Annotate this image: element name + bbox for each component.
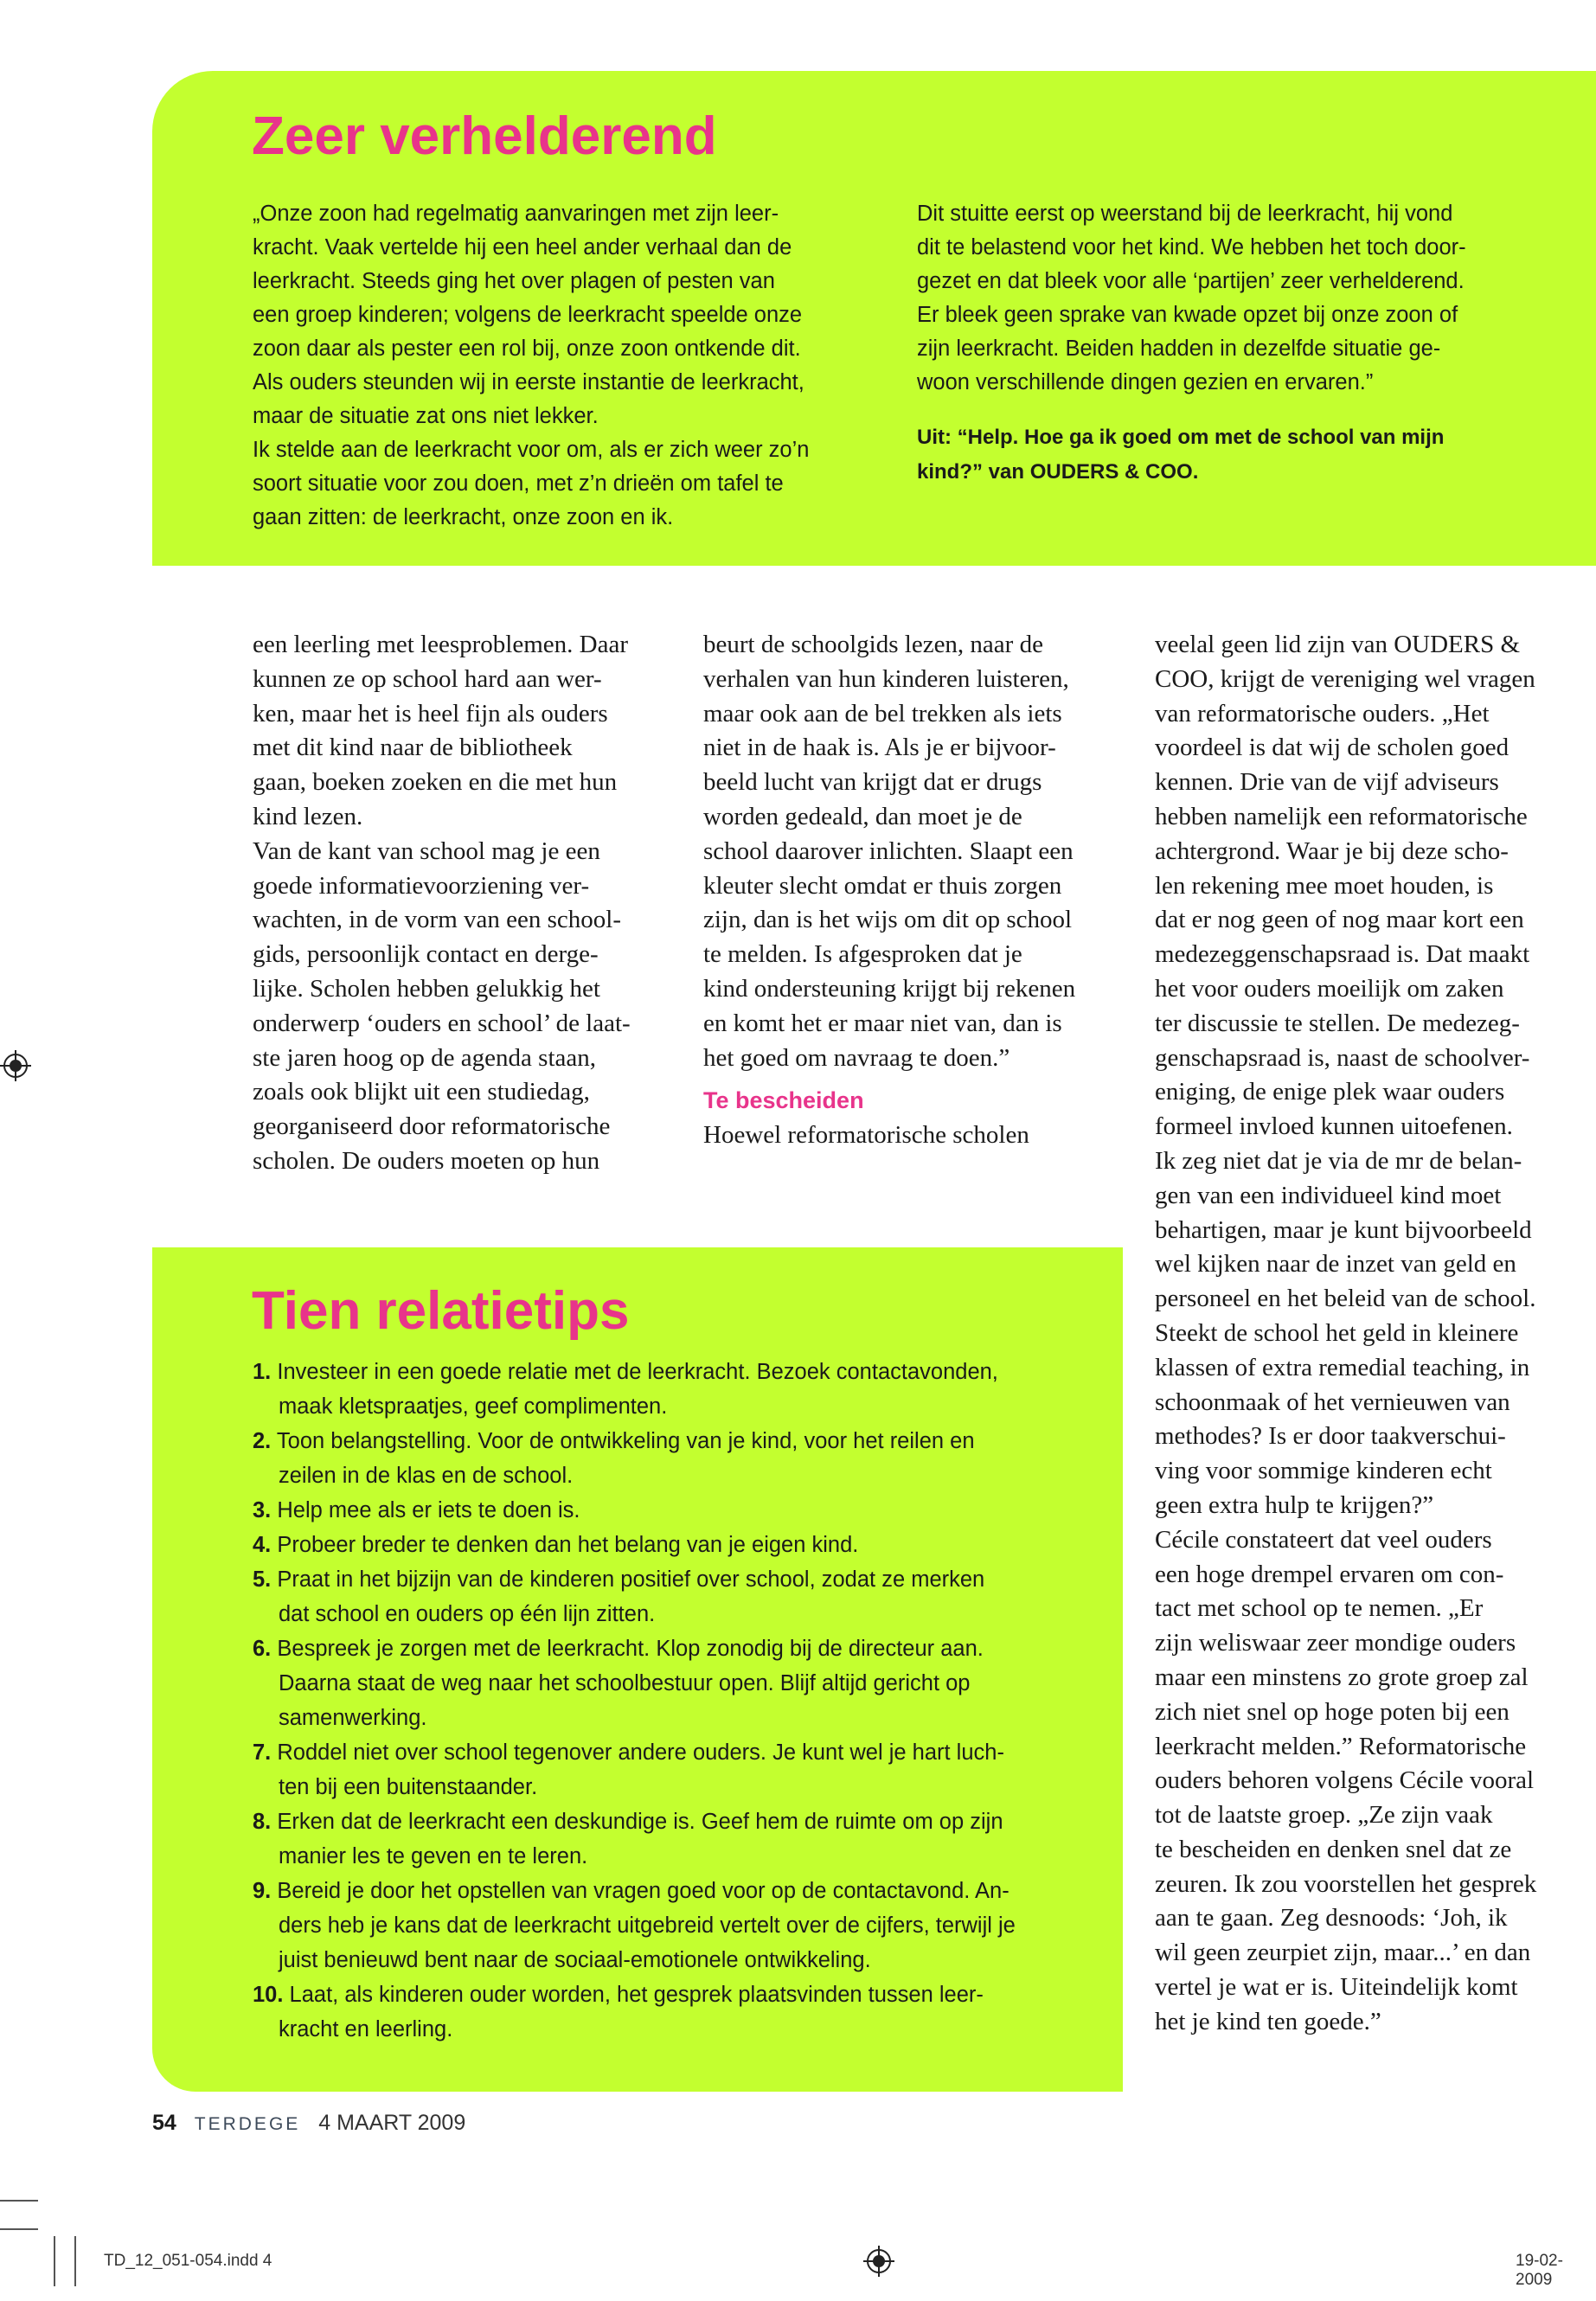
quote-box: [152, 71, 1596, 566]
quote-box-left-column: [253, 197, 875, 535]
section-subheading: Te bescheiden: [703, 1087, 864, 1114]
article-paragraph: beurt de schoolgids lezen, naar de verhalen van hun kinderen luisteren, maar ook aan de bel trekken als iets niet in de haak is. Als je er bijvoor- beeld lucht van krijgt dat er drugs worden gedeald, dan moet je de school daarover inlichten. Slaapt een kleuter slecht omdat er thuis zorgen zijn, dan is het wijs om dit op school te melden. Is afgesproken dat je kind ondersteuning krijgt bij rekenen en komt het er maar niet van, dan is het goed om navraag te doen.”: [703, 631, 1076, 1072]
quote-box-right-column: [917, 197, 1557, 490]
tip-item: 8. Erken dat de leerkracht een deskundige is. Geef hem de ruimte om op zijn manier les te geven en te leren.: [253, 1810, 1003, 1868]
tip-item: 6. Bespreek je zorgen met de leerkracht. Klop zonodig bij de directeur aan. Daarna staat de weg naar het schoolbestuur open. Blijf altijd gericht op samenwerking.: [253, 1637, 984, 1730]
slug-date: 19-02-2009: [1516, 2252, 1563, 2289]
page-number: 54: [152, 2111, 176, 2135]
crop-mark: [54, 2236, 55, 2286]
tip-item: 1. Investeer in een goede relatie met de leerkracht. Bezoek contactavonden, maak kletspraatjes, geef complimenten.: [253, 1360, 998, 1419]
tips-list: [253, 1355, 1118, 2047]
quote-box-heading: Zeer verhelderend: [252, 106, 717, 166]
quote-text-paragraph: Dit stuitte eerst op weerstand bij de leerkracht, hij vond dit te belastend voor het kind. We hebben het toch door- gezet en dat bleek voor alle ‘partijen’ zeer verhelderend. Er bleek geen sprake van kwade opzet bij onze zoon of zijn leerkracht. Beiden hadden in dezelfde situatie ge- woon verschillende dingen gezien en ervaren.”: [917, 202, 1466, 394]
article-paragraph: een leerling met leesproblemen. Daar kunnen ze op school hard aan wer- ken, maar het is heel fijn als ouders met dit kind naar de bibliotheek gaan, boeken zoeken en die met hun kind lezen. Van de kant van school mag je een goede informatievoorziening ver- wachten, in de vorm van een school- gids, persoonlijk contact en derge- lijke. Scholen hebben gelukkig het onderwerp ‘ouders en school’ de laat- ste jaren hoog op de agenda staan, zoals ook blijkt uit een studiedag, georganiseerd door reformatorische scholen. De ouders moeten op hun: [253, 631, 631, 1175]
tip-item: 2. Toon belangstelling. Voor de ontwikkeling van je kind, voor het reilen en zeilen in de klas en de school.: [253, 1429, 975, 1488]
quote-source: Uit: “Help. Hoe ga ik goed om met de school van mijn kind?” van OUDERS & COO.: [917, 426, 1445, 484]
tip-item: 7. Roddel niet over school tegenover andere ouders. Je kunt wel je hart luch- ten bij een buitenstaander.: [253, 1740, 1004, 1799]
article-column-1: [253, 628, 676, 1179]
tip-item: 3. Help mee als er iets te doen is.: [253, 1498, 580, 1522]
tip-item: 9. Bereid je door het opstellen van vragen goed voor op de contactavond. An- ders heb je kans dat de leerkracht uitgebreid vertelt over de cijfers, terwijl je juist benieuwd bent naar de sociaal-emotionele ontwikkeling.: [253, 1879, 1016, 1972]
magazine-name: TERDEGE: [194, 2114, 301, 2134]
tip-item: 10. Laat, als kinderen ouder worden, het gesprek plaatsvinden tussen leer- kracht en leerling.: [253, 1983, 984, 2041]
tip-item: 4. Probeer breder te denken dan het belang van je eigen kind.: [253, 1533, 859, 1557]
tips-box: [152, 1247, 1123, 2092]
registration-mark-icon: [0, 1050, 31, 1081]
slug-filename: TD_12_051-054.indd 4: [104, 2252, 272, 2270]
article-column-2: [703, 628, 1136, 1153]
quote-text-paragraph: „Onze zoon had regelmatig aanvaringen met zijn leer- kracht. Vaak vertelde hij een heel ander verhaal dan de leerkracht. Steeds ging het over plagen of pesten van een groep kinderen; volgens de leerkracht speelde onze zoon daar als pester een rol bij, onze zoon ontkende dit. Als ouders steunden wij in eerste instantie de leerkracht, maar de situatie zat ons niet lekker. Ik stelde aan de leerkracht voor om, als er zich weer zo’n soort situatie voor zou doen, met z’n drieën om tafel te gaan zitten: de leerkracht, onze zoon en ik.: [253, 202, 810, 529]
article-paragraph: veelal geen lid zijn van OUDERS & COO, krijgt de vereniging wel vragen van reformatorische ouders. „Het voordeel is dat wij de scholen goed kennen. Drie van de vijf adviseurs hebben namelijk een reformatorische achtergrond. Waar je bij deze scho- len rekening mee moet houden, is dat er nog geen of nog maar kort een medezeggenschapsraad is. Dat maakt het voor ouders moeilijk om zaken ter discussie te stellen. De medezeg- genschapsraad is, naast de schoolver- eniging, de enige plek waar ouders formeel invloed kunnen uitoefenen. Ik zeg niet dat je via de mr de belan- gen van een individueel kind moet behartigen, maar je kunt bijvoorbeeld wel kijken naar de inzet van geld en personeel en het beleid van de school. Steekt de school het geld in kleinere klassen of extra remedial teaching, in schoonmaak of het vernieuwen van methodes? Is er door taakverschui- ving voor sommige kinderen echt geen extra hulp te krijgen?” Cécile constateert dat veel ouders een hoge drempel ervaren om con- tact met school op te nemen. „Er zijn weliswaar zeer mondige ouders maar een minstens zo grote groep zal zich niet snel op hoge poten bij een leerkracht melden.” Reformatorische ouders behoren volgens Cécile vooral tot de laatste groep. „Ze zijn vaak te bescheiden en denken snel dat ze zeuren. Ik zou voorstellen het gesprek aan te gaan. Zeg desnoods: ‘Joh, ik wil geen zeurpiet zijn, maar...’ en dan vertel je wat er is. Uiteindelijk komt het je kind ten goede.”: [1155, 631, 1537, 2035]
crop-mark: [0, 2200, 38, 2202]
page-footer: [152, 2111, 465, 2136]
article-paragraph: Hoewel reformatorische scholen: [703, 1121, 1029, 1150]
tips-box-heading: Tien relatietips: [252, 1281, 630, 1341]
issue-date: 4 MAART 2009: [318, 2111, 466, 2135]
article-column-3: [1155, 628, 1587, 2040]
tip-item: 5. Praat in het bijzijn van de kinderen positief over school, zodat ze merken dat school en ouders op één lijn zitten.: [253, 1567, 985, 1626]
crop-mark: [0, 2228, 38, 2230]
registration-mark-icon: [863, 2246, 894, 2277]
crop-mark: [74, 2236, 76, 2286]
